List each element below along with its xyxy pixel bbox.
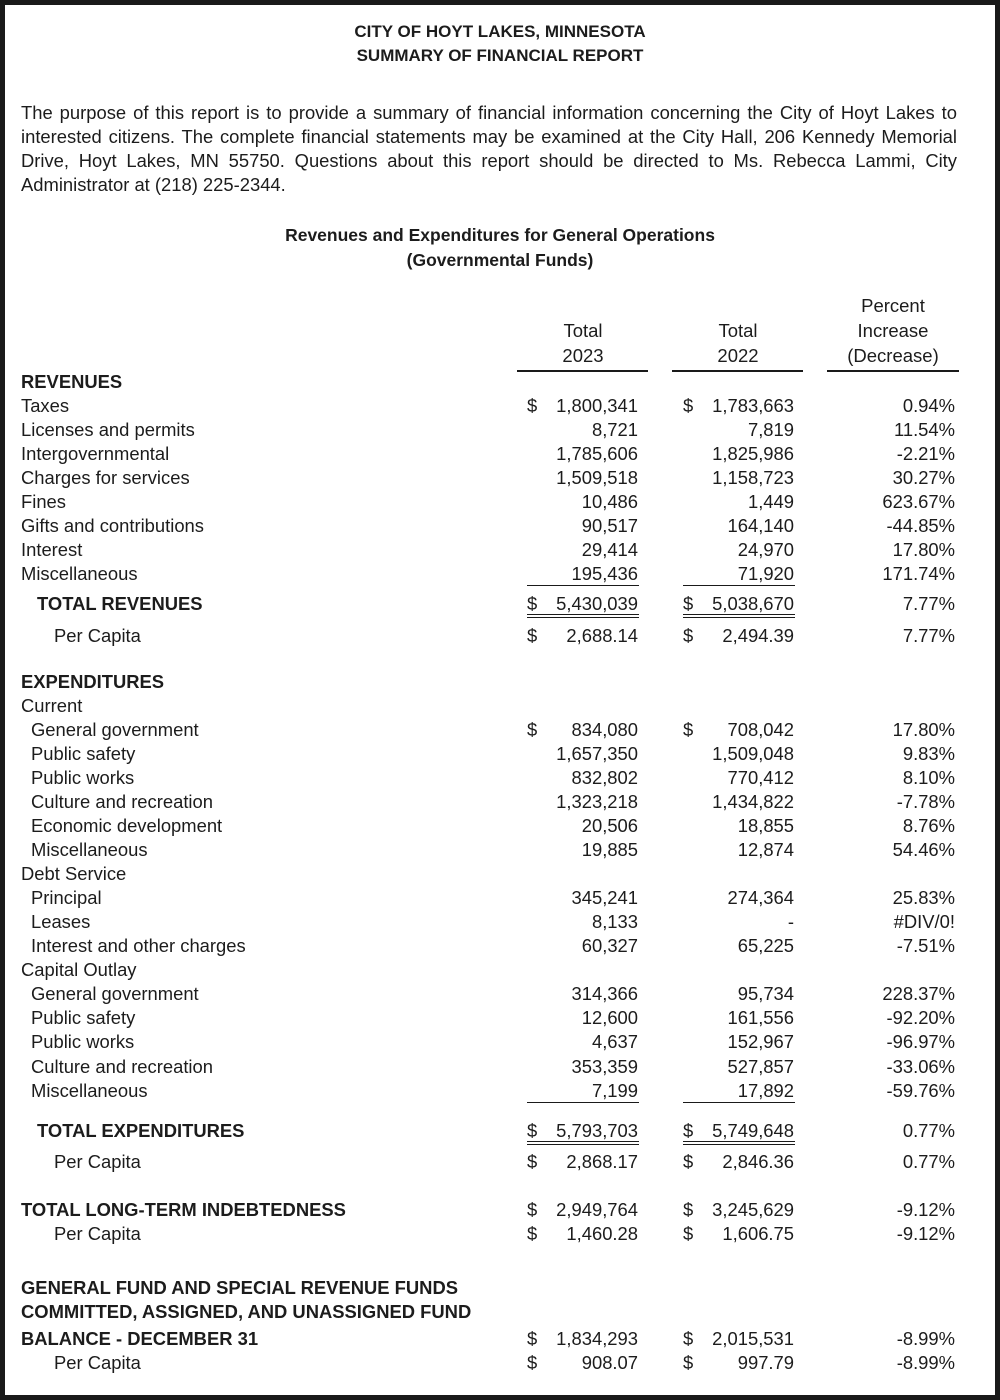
- row-label: TOTAL EXPENDITURES: [37, 1120, 245, 1141]
- row-label: Miscellaneous: [31, 839, 148, 860]
- table-row: [0, 371, 1000, 395]
- value-2023: 90,517: [581, 515, 638, 536]
- table-row: [0, 671, 1000, 695]
- table-row: [0, 1031, 1000, 1055]
- report-title-line2: SUMMARY OF FINANCIAL REPORT: [356, 46, 644, 65]
- row-label: Public works: [31, 767, 135, 788]
- table-row: [0, 1151, 1000, 1175]
- single-underline-2022: [683, 1102, 795, 1103]
- value-2023: 8,133: [591, 911, 638, 932]
- table-row: [0, 491, 1000, 515]
- percent-change: 0.77%: [902, 1151, 955, 1172]
- value-2022: 95,734: [737, 983, 794, 1004]
- table-row: [0, 815, 1000, 839]
- currency-symbol-2023: $: [527, 1199, 538, 1220]
- row-label: Public works: [31, 1031, 135, 1052]
- percent-change: 7.77%: [902, 593, 955, 614]
- currency-symbol-2023: $: [527, 395, 538, 416]
- value-2023: 1,460.28: [566, 1223, 638, 1244]
- currency-symbol-2023: $: [527, 593, 538, 614]
- table-row: [0, 593, 1000, 617]
- value-2023: 345,241: [571, 887, 638, 908]
- row-label: Capital Outlay: [21, 959, 137, 980]
- percent-change: -96.97%: [886, 1031, 955, 1052]
- percent-change: 17.80%: [892, 539, 955, 560]
- row-label: BALANCE - DECEMBER 31: [21, 1328, 259, 1349]
- report-title-line1: CITY OF HOYT LAKES, MINNESOTA: [354, 22, 646, 41]
- value-2022: 1,158,723: [712, 467, 794, 488]
- currency-symbol-2023: $: [527, 1352, 538, 1373]
- row-label: Per Capita: [54, 1223, 141, 1244]
- table-row: [0, 1223, 1000, 1247]
- percent-change: -7.51%: [896, 935, 955, 956]
- currency-symbol-2022: $: [683, 1328, 694, 1349]
- currency-symbol-2023: $: [527, 1328, 538, 1349]
- value-2022: 24,970: [737, 539, 794, 560]
- single-underline-2023: [527, 1102, 639, 1103]
- value-2023: 20,506: [581, 815, 638, 836]
- column-header-percent-line3: (Decrease): [847, 345, 939, 366]
- value-2022: 770,412: [727, 767, 794, 788]
- currency-symbol-2022: $: [683, 395, 694, 416]
- percent-change: -8.99%: [896, 1352, 955, 1373]
- row-label: Per Capita: [54, 1352, 141, 1373]
- value-2022: 5,749,648: [712, 1120, 794, 1141]
- section-title-line2: (Governmental Funds): [406, 250, 594, 270]
- row-label: REVENUES: [21, 371, 123, 392]
- row-label: Miscellaneous: [21, 563, 138, 584]
- value-2023: 908.07: [581, 1352, 638, 1373]
- currency-symbol-2022: $: [683, 1151, 694, 1172]
- table-row: [0, 911, 1000, 935]
- table-row: [0, 1120, 1000, 1144]
- table-row: [0, 791, 1000, 815]
- table-row: [0, 743, 1000, 767]
- percent-change: 228.37%: [882, 983, 955, 1004]
- percent-change: 54.46%: [892, 839, 955, 860]
- value-2022: 1,825,986: [712, 443, 794, 464]
- value-2022: 527,857: [727, 1056, 794, 1077]
- double-underline-2022: [683, 614, 795, 618]
- column-header-2022-line1: Total: [718, 320, 758, 341]
- row-label: TOTAL LONG-TERM INDEBTEDNESS: [21, 1199, 346, 1220]
- percent-change: -7.78%: [896, 791, 955, 812]
- column-header-2023-line1: Total: [563, 320, 603, 341]
- value-2023: 12,600: [581, 1007, 638, 1028]
- percent-change: -2.21%: [896, 443, 955, 464]
- percent-change: 7.77%: [902, 625, 955, 646]
- value-2023: 834,080: [571, 719, 638, 740]
- value-2023: 1,509,518: [556, 467, 638, 488]
- value-2022: 17,892: [737, 1080, 794, 1101]
- value-2023: 7,199: [591, 1080, 638, 1101]
- value-2022: 65,225: [737, 935, 794, 956]
- value-2023: 10,486: [581, 491, 638, 512]
- row-label: Licenses and permits: [21, 419, 195, 440]
- row-label: TOTAL REVENUES: [37, 593, 203, 614]
- table-row: [0, 935, 1000, 959]
- value-2023: 1,800,341: [556, 395, 638, 416]
- value-2023: 195,436: [571, 563, 638, 584]
- row-label: Per Capita: [54, 1151, 141, 1172]
- row-label: EXPENDITURES: [21, 671, 165, 692]
- table-row: [0, 887, 1000, 911]
- value-2022: 2,846.36: [722, 1151, 794, 1172]
- value-2023: 2,868.17: [566, 1151, 638, 1172]
- table-row: [0, 419, 1000, 443]
- value-2022: 2,015,531: [712, 1328, 794, 1349]
- percent-change: 8.76%: [902, 815, 955, 836]
- row-label: Leases: [31, 911, 91, 932]
- table-row: [0, 839, 1000, 863]
- table-row: [0, 1301, 1000, 1325]
- table-row: [0, 625, 1000, 649]
- row-label: Charges for services: [21, 467, 190, 488]
- value-2023: 1,657,350: [556, 743, 638, 764]
- percent-change: 0.94%: [902, 395, 955, 416]
- intro-paragraph: The purpose of this report is to provide a summary of financial information concerning the City of Hoyt Lakes to interested citizens. The complete financial statements may be examined at the City Hall, 206 Kennedy Memorial Drive, Hoyt Lakes, MN 55750. Questions about this report should be directed to Ms. Rebecca Lammi, City Administrator at (218) 225-2344.: [21, 102, 957, 195]
- row-label: Culture and recreation: [31, 791, 213, 812]
- value-2022: 161,556: [727, 1007, 794, 1028]
- double-underline-2023: [527, 1141, 639, 1145]
- value-2022: 708,042: [727, 719, 794, 740]
- percent-change: 0.77%: [902, 1120, 955, 1141]
- row-label: Debt Service: [21, 863, 127, 884]
- value-2022: 3,245,629: [712, 1199, 794, 1220]
- currency-symbol-2022: $: [683, 719, 694, 740]
- value-2022: 12,874: [737, 839, 794, 860]
- percent-change: -9.12%: [896, 1199, 955, 1220]
- value-2023: 1,785,606: [556, 443, 638, 464]
- percent-change: -8.99%: [896, 1328, 955, 1349]
- currency-symbol-2023: $: [527, 1151, 538, 1172]
- value-2022: 1,449: [747, 491, 794, 512]
- currency-symbol-2022: $: [683, 1120, 694, 1141]
- table-row: [0, 515, 1000, 539]
- percent-change: 30.27%: [892, 467, 955, 488]
- row-label: Miscellaneous: [31, 1080, 148, 1101]
- value-2023: 4,637: [591, 1031, 638, 1052]
- value-2022: 1,509,048: [712, 743, 794, 764]
- currency-symbol-2023: $: [527, 625, 538, 646]
- row-label: GENERAL FUND AND SPECIAL REVENUE FUNDS: [21, 1277, 458, 1298]
- currency-symbol-2023: $: [527, 1223, 538, 1244]
- value-2023: 5,430,039: [556, 593, 638, 614]
- percent-change: -92.20%: [886, 1007, 955, 1028]
- double-underline-2023: [527, 614, 639, 618]
- table-row: [0, 395, 1000, 419]
- table-row: [0, 539, 1000, 563]
- percent-change: 17.80%: [892, 719, 955, 740]
- table-row: [0, 983, 1000, 1007]
- currency-symbol-2022: $: [683, 1199, 694, 1220]
- table-row: [0, 1199, 1000, 1223]
- currency-symbol-2023: $: [527, 1120, 538, 1141]
- table-row: [0, 695, 1000, 719]
- table-row: [0, 467, 1000, 491]
- value-2023: 29,414: [581, 539, 638, 560]
- value-2023: 2,688.14: [566, 625, 638, 646]
- single-underline-2023: [527, 585, 639, 586]
- row-label: COMMITTED, ASSIGNED, AND UNASSIGNED FUND: [21, 1301, 472, 1322]
- currency-symbol-2022: $: [683, 1223, 694, 1244]
- percent-change: 9.83%: [902, 743, 955, 764]
- row-label: Principal: [31, 887, 102, 908]
- row-label: Interest: [21, 539, 83, 560]
- value-2022: 1,434,822: [712, 791, 794, 812]
- double-underline-2022: [683, 1141, 795, 1145]
- value-2023: 8,721: [591, 419, 638, 440]
- table-row: [0, 563, 1000, 587]
- currency-symbol-2022: $: [683, 1352, 694, 1373]
- column-header-percent-line1: Percent: [861, 295, 925, 316]
- table-row: [0, 1056, 1000, 1080]
- table-row: [0, 959, 1000, 983]
- row-label: Taxes: [21, 395, 70, 416]
- column-header-2022: [678, 318, 798, 368]
- value-2023: 314,366: [571, 983, 638, 1004]
- percent-change: 11.54%: [893, 419, 955, 440]
- value-2022: 18,855: [737, 815, 794, 836]
- value-2023: 1,323,218: [556, 791, 638, 812]
- value-2023: 60,327: [581, 935, 638, 956]
- table-row: [0, 1007, 1000, 1031]
- value-2022: 5,038,670: [712, 593, 794, 614]
- value-2022: -: [787, 911, 794, 932]
- percent-change: 171.74%: [882, 563, 955, 584]
- single-underline-2022: [683, 585, 795, 586]
- percent-change: -44.85%: [886, 515, 955, 536]
- table-row: [0, 1352, 1000, 1376]
- column-header-2022-line2: 2022: [717, 345, 759, 366]
- row-label: Public safety: [31, 743, 136, 764]
- value-2023: 5,793,703: [556, 1120, 638, 1141]
- value-2022: 1,783,663: [712, 395, 794, 416]
- section-title-line1: Revenues and Expenditures for General Operations: [285, 225, 715, 245]
- value-2022: 2,494.39: [722, 625, 794, 646]
- row-label: Per Capita: [54, 625, 141, 646]
- value-2022: 71,920: [737, 563, 794, 584]
- row-label: Intergovernmental: [21, 443, 170, 464]
- currency-symbol-2023: $: [527, 719, 538, 740]
- percent-change: -59.76%: [886, 1080, 955, 1101]
- value-2023: 19,885: [581, 839, 638, 860]
- table-row: [0, 767, 1000, 791]
- value-2022: 1,606.75: [722, 1223, 794, 1244]
- row-label: Culture and recreation: [31, 1056, 213, 1077]
- row-label: Current: [21, 695, 83, 716]
- value-2022: 164,140: [727, 515, 794, 536]
- row-label: Economic development: [31, 815, 223, 836]
- row-label: General government: [31, 983, 199, 1004]
- column-header-percent-line2: Increase: [857, 320, 929, 341]
- row-label: Gifts and contributions: [21, 515, 204, 536]
- percent-change: 25.83%: [892, 887, 955, 908]
- percent-change: -33.06%: [886, 1056, 955, 1077]
- row-label: General government: [31, 719, 199, 740]
- value-2022: 274,364: [727, 887, 794, 908]
- row-label: Interest and other charges: [31, 935, 246, 956]
- value-2022: 7,819: [747, 419, 794, 440]
- currency-symbol-2022: $: [683, 625, 694, 646]
- table-row: [0, 719, 1000, 743]
- percent-change: -9.12%: [896, 1223, 955, 1244]
- column-header-percent: [823, 293, 963, 368]
- table-row: [0, 1080, 1000, 1104]
- value-2023: 1,834,293: [556, 1328, 638, 1349]
- column-header-2023-line2: 2023: [562, 345, 604, 366]
- value-2023: 832,802: [571, 767, 638, 788]
- table-row: [0, 1328, 1000, 1352]
- percent-change: 623.67%: [882, 491, 955, 512]
- currency-symbol-2022: $: [683, 593, 694, 614]
- percent-change: 8.10%: [902, 767, 955, 788]
- row-label: Public safety: [31, 1007, 136, 1028]
- value-2023: 2,949,764: [556, 1199, 638, 1220]
- value-2022: 997.79: [737, 1352, 794, 1373]
- value-2022: 152,967: [727, 1031, 794, 1052]
- table-row: [0, 863, 1000, 887]
- table-row: [0, 1277, 1000, 1301]
- row-label: Fines: [21, 491, 66, 512]
- percent-change: #DIV/0!: [893, 911, 955, 932]
- column-header-2023: [523, 318, 643, 368]
- value-2023: 353,359: [571, 1056, 638, 1077]
- table-row: [0, 443, 1000, 467]
